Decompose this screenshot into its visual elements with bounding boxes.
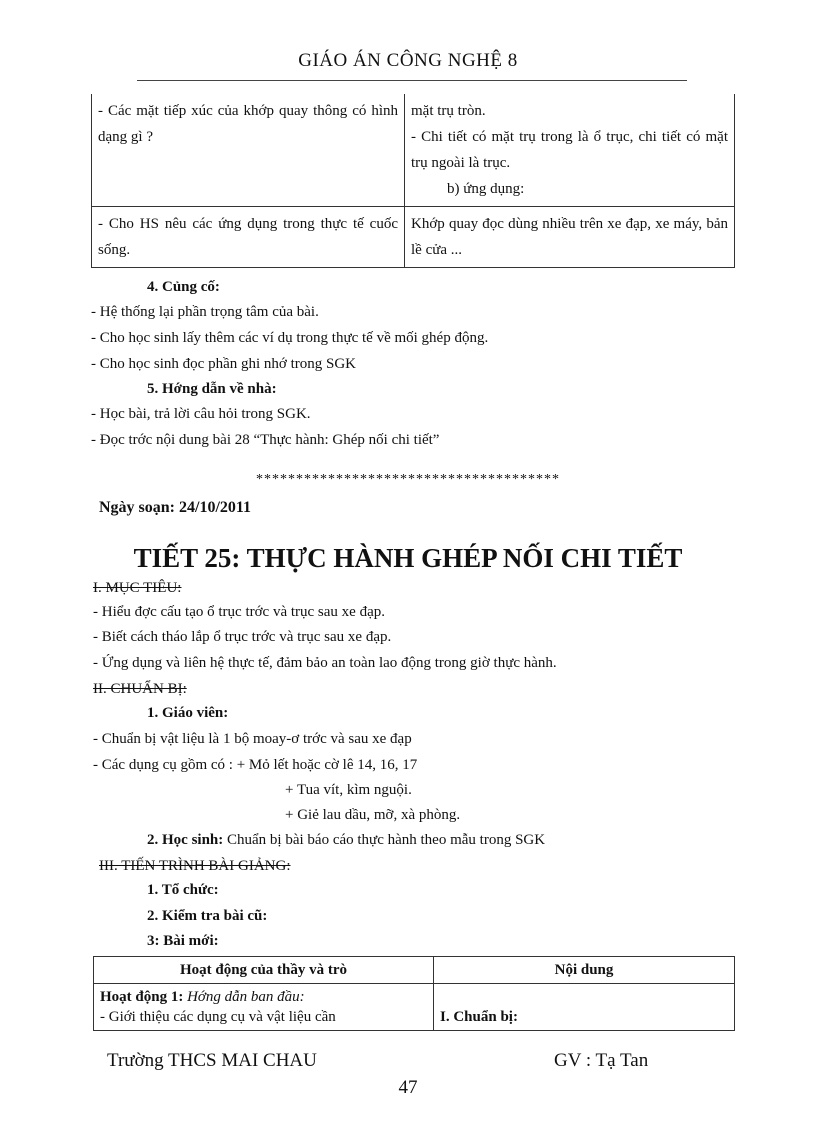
list-item: + Giẻ lau dầu, mỡ, xà phòng.	[285, 807, 461, 823]
teacher-heading: 1. Giáo viên:	[147, 705, 229, 721]
list-item: - Hiểu đợc cấu tạo ổ trục trớc và trục sau xe đạp.	[93, 604, 385, 620]
table-row	[92, 207, 735, 268]
list-item: - Đọc trớc nội dung bài 28 “Thực hành: Ghép nối chi tiết”	[91, 432, 440, 448]
footer-teacher: GV : Tạ Tan	[554, 1050, 649, 1071]
activity-label: Hoạt động 1:	[100, 989, 184, 1005]
part2-heading: II. CHUẨN BỊ:	[93, 681, 187, 697]
section5-heading: 5. Hớng dẫn về nhà:	[147, 381, 277, 397]
footer-school: Trường THCS MAI CHAU	[107, 1050, 317, 1071]
list-item: + Tua vít, kìm nguội.	[285, 782, 412, 798]
list-item: - Ứng dụng và liên hệ thực tế, đảm bảo an toàn lao động trong giờ thực hành.	[93, 655, 557, 671]
header-rule	[137, 80, 687, 81]
column-header: Hoạt động của thầy và trò	[94, 957, 434, 984]
list-item: - Biết cách tháo lắp ổ trục trớc và trục sau xe đạp.	[93, 629, 392, 645]
page-header-title: GIÁO ÁN CÔNG NGHỆ 8	[298, 50, 518, 71]
separator-stars: **************************************	[256, 472, 560, 487]
table-row	[92, 94, 735, 207]
table-cell	[405, 94, 735, 207]
cell-text: - Giới thiệu các dụng cụ và vật liệu cần	[100, 1009, 336, 1025]
list-item: - Chuẩn bị vật liệu là 1 bộ moay-ơ trớc và sau xe đạp	[93, 731, 412, 747]
student-line	[147, 832, 545, 849]
column-header: Nội dung	[434, 957, 735, 984]
table-row	[94, 984, 735, 1031]
cell-text: - Chi tiết có mặt trụ trong là ổ trục, chi tiết có mặt trụ ngoài là trục.	[411, 129, 728, 171]
table-header-row	[94, 957, 735, 984]
page-number: 47	[398, 1077, 418, 1098]
list-item: - Hệ thống lại phần trọng tâm của bài.	[91, 304, 319, 320]
part3-heading: III. TIẾN TRÌNH BÀI GIẢNG:	[99, 858, 291, 874]
cell-text: mặt trụ tròn.	[411, 103, 486, 119]
cell-text: - Cho HS nêu các ứng dụng trong thực tế cuốc sống.	[98, 216, 398, 258]
cell-heading: I. Chuẩn bị:	[440, 1009, 518, 1025]
table-cell	[94, 984, 434, 1031]
list-item: 3: Bài mới:	[147, 933, 219, 949]
table-cell	[405, 207, 735, 268]
list-item: - Cho học sinh lấy thêm các ví dụ trong thực tế về mối ghép động.	[91, 330, 489, 346]
list-item: 2. Kiểm tra bài cũ:	[147, 908, 268, 924]
date-line: Ngày soạn: 24/10/2011	[99, 499, 252, 516]
list-item: - Cho học sinh đọc phần ghi nhớ trong SGK	[91, 356, 356, 372]
section4-heading: 4. Củng cố:	[147, 279, 220, 295]
table-cell	[92, 94, 405, 207]
list-item: - Các dụng cụ gồm có : + Mỏ lết hoặc cờ lê 14, 16, 17	[93, 757, 418, 773]
lesson-title: TIẾT 25: THỰC HÀNH GHÉP NỐI CHI TIẾT	[133, 543, 683, 573]
cell-text: - Các mặt tiếp xúc của khớp quay thông có hình dạng gì ?	[98, 103, 398, 145]
bottom-table	[93, 956, 735, 1031]
student-heading: 2. Học sinh:	[147, 832, 224, 848]
table-cell	[434, 984, 735, 1031]
activity-text: Hớng dẫn ban đầu:	[187, 989, 305, 1005]
table-cell	[92, 207, 405, 268]
top-table	[91, 94, 735, 268]
list-item: - Học bài, trả lời câu hỏi trong SGK.	[91, 406, 311, 422]
list-item: 1. Tổ chức:	[147, 882, 219, 898]
student-text: Chuẩn bị bài báo cáo thực hành theo mẫu trong SGK	[227, 832, 546, 848]
part1-heading: I. MỤC TIÊU:	[93, 580, 182, 596]
cell-subheading: b) ứng dụng:	[447, 181, 525, 197]
cell-text: Khớp quay đọc dùng nhiều trên xe đạp, xe máy, bản lề cửa ...	[411, 216, 728, 258]
